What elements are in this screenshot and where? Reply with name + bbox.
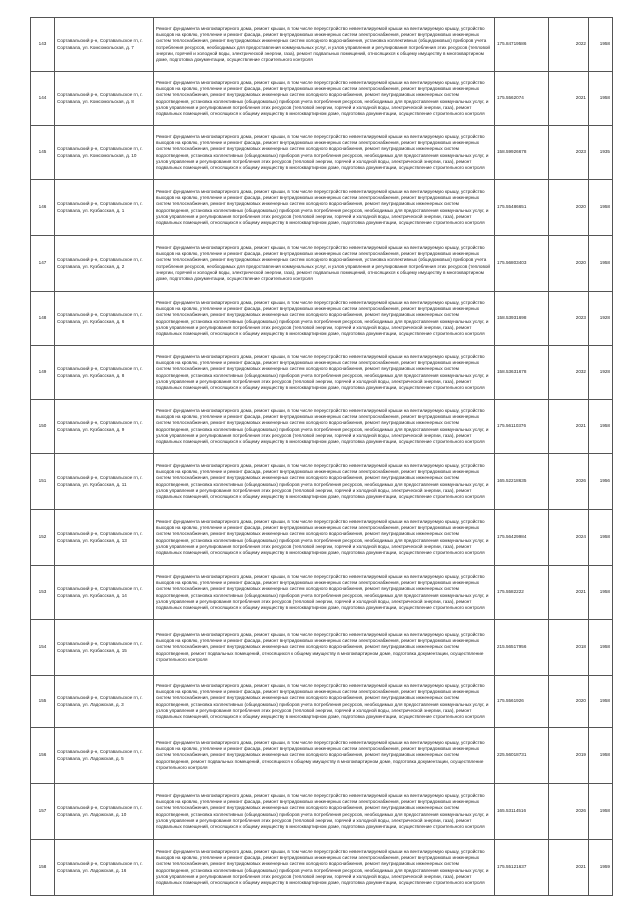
row-cost: 158.59926678 [495,126,549,180]
row-build-year: 1959 [589,840,613,896]
table-row [31,236,613,292]
row-number: 144 [31,72,55,126]
row-build-year: 1958 [589,236,613,292]
row-number: 148 [31,292,55,346]
row-planned-year: 2020 [549,180,589,236]
row-cost: 158.53631678 [495,346,549,400]
row-planned-year: 2018 [549,620,589,676]
row-number: 150 [31,400,55,454]
row-cost: 165.52218635 [495,454,549,510]
row-number: 156 [31,728,55,784]
table-row [31,510,613,566]
row-address: Сортавальский р-н, Сортавальское гп, г. Сортавала, ул. Кузбасская, д. 6 [55,292,154,346]
row-planned-year: 2019 [549,728,589,784]
table-row [31,566,613,620]
row-cost: 175.5562074 [495,72,549,126]
row-address: Сортавальский р-н, Сортавальское гп, г. Сортавала, ул. Кузбасская, д. 14 [55,566,154,620]
row-works-list: Ремонт фундамента многоквартирного дома, ремонт крыши, в том числе переустройство невентилируемой крыши на вентилируемую крышу, устройство выходов на кровлю, утепление и ремонт фасада, ремонт внутридомовых инженерных систем электроснабжения, ремонт внутридомовых инженерных систем теплоснабжения, ремонт внутридомовых инженерных систем холодного водоснабжения, установка коллективных (общедомовых) приборов учета потребления ресурсов, необходимых для предоставления коммунальных услуг, и узлов управления и регулирования потребления этих ресурсов (тепловой энергии, горячей и холодной воды, электрической энергии, газа), ремонт подвальных помещений, относящихся к общему имуществу в многоквартирном доме, подготовка документации, осуществление строительного контроля [154,18,495,72]
row-works-list: Ремонт фундамента многоквартирного дома, ремонт крыши, в том числе переустройство невентилируемой крыши на вентилируемую крышу, устройство выходов на кровлю, утепление и ремонт фасада, ремонт внутридомовых инженерных систем электроснабжения, ремонт внутридомовых инженерных систем теплоснабжения, ремонт внутридомовых инженерных систем холодного водоснабжения, ремонт внутридомовых инженерных систем водоотведения, установка коллективных (общедомовых) приборов учета потребления ресурсов, необходимых для предоставления коммунальных услуг, и узлов управления и регулирования потребления этих ресурсов (тепловой энергии, горячей и холодной воды, электрической энергии, газа), ремонт подвальных помещений, относящихся к общему имуществу в многоквартирном доме, подготовка документации, осуществление строительного контроля [154,72,495,126]
row-works-list: Ремонт фундамента многоквартирного дома, ремонт крыши, в том числе переустройство невентилируемой крыши на вентилируемую крышу, устройство выходов на кровлю, утепление и ремонт фасада, ремонт внутридомовых инженерных систем электроснабжения, ремонт внутридомовых инженерных систем теплоснабжения, ремонт внутридомовых инженерных систем холодного водоснабжения, ремонт внутридомовых инженерных систем водоотведения, установка коллективных (общедомовых) приборов учета потребления ресурсов, необходимых для предоставления коммунальных услуг, и узлов управления и регулирования потребления этих ресурсов (тепловой энергии, горячей и холодной воды, электрической энергии, газа), ремонт подвальных помещений, относящихся к общему имуществу в многоквартирном доме, подготовка документации, осуществление строительного контроля [154,676,495,728]
row-works-list: Ремонт фундамента многоквартирного дома, ремонт крыши, в том числе переустройство невентилируемой крыши на вентилируемую крышу, устройство выходов на кровлю, утепление и ремонт фасада, ремонт внутридомовых инженерных систем электроснабжения, ремонт внутридомовых инженерных систем теплоснабжения, ремонт внутридомовых инженерных систем холодного водоснабжения, ремонт внутридомовых инженерных систем водоотведения, установка коллективных (общедомовых) приборов учета потребления ресурсов, необходимых для предоставления коммунальных услуг, и узлов управления и регулирования потребления этих ресурсов (тепловой энергии, горячей и холодной воды, электрической энергии, газа), ремонт подвальных помещений, относящихся к общему имуществу в многоквартирном доме, подготовка документации, осуществление строительного контроля [154,400,495,454]
row-cost: 175.5561926 [495,676,549,728]
row-number: 149 [31,346,55,400]
row-address: Сортавальский р-н, Сортавальское гп, г. Сортавала, ул. Ладожская, д. 5 [55,728,154,784]
row-build-year: 1928 [589,346,613,400]
row-number: 152 [31,510,55,566]
row-works-list: Ремонт фундамента многоквартирного дома, ремонт крыши, в том числе переустройство невентилируемой крыши на вентилируемую крышу, устройство выходов на кровлю, утепление и ремонт фасада, ремонт внутридомовых инженерных систем электроснабжения, ремонт внутридомовых инженерных систем теплоснабжения, ремонт внутридомовых инженерных систем холодного водоснабжения, ремонт внутридомовых инженерных систем водоотведения, установка коллективных (общедомовых) приборов учета потребления ресурсов, необходимых для предоставления коммунальных услуг, и узлов управления и регулирования потребления этих ресурсов (тепловой энергии, горячей и холодной воды, электрической энергии, газа), ремонт подвальных помещений, относящихся к общему имуществу в многоквартирном доме, подготовка документации, осуществление строительного контроля [154,784,495,840]
row-planned-year: 2024 [549,510,589,566]
row-build-year: 1958 [589,784,613,840]
row-works-list: Ремонт фундамента многоквартирного дома, ремонт крыши, в том числе переустройство невентилируемой крыши на вентилируемую крышу, устройство выходов на кровлю, утепление и ремонт фасада, ремонт внутридомовых инженерных систем электроснабжения, ремонт внутридомовых инженерных систем теплоснабжения, ремонт внутридомовых инженерных систем холодного водоснабжения, ремонт внутридомовых инженерных систем водоотведения, установка коллективных (общедомовых) приборов учета потребления ресурсов, необходимых для предоставления коммунальных услуг, и узлов управления и регулирования потребления этих ресурсов (тепловой энергии, горячей и холодной воды, электрической энергии, газа), ремонт подвальных помещений, относящихся к общему имуществу в многоквартирном доме, подготовка документации, осуществление строительного контроля [154,840,495,896]
row-build-year: 1958 [589,566,613,620]
table-row [31,620,613,676]
table-row [31,454,613,510]
row-planned-year: 2021 [549,72,589,126]
row-address: Сортавальский р-н, Сортавальское гп, г. Сортавала, ул. Ладожская, д. 10 [55,784,154,840]
row-number: 158 [31,840,55,896]
row-address: Сортавальский р-н, Сортавальское гп, г. Сортавала, ул. Ладожская, д. 3 [55,676,154,728]
table-row [31,180,613,236]
row-planned-year: 2026 [549,784,589,840]
table-row [31,18,613,72]
row-cost: 175.56110376 [495,400,549,454]
row-cost: 175.5582222 [495,566,549,620]
table-row [31,72,613,126]
row-build-year: 1958 [589,72,613,126]
row-number: 154 [31,620,55,676]
row-works-list: Ремонт фундамента многоквартирного дома, ремонт крыши, в том числе переустройство невентилируемой крыши на вентилируемую крышу, устройство выходов на кровлю, утепление и ремонт фасада, ремонт внутридомовых инженерных систем электроснабжения, ремонт внутридомовых инженерных систем теплоснабжения, ремонт внутридомовых инженерных систем холодного водоснабжения, ремонт внутридомовых инженерных систем водоотведения, установка коллективных (общедомовых) приборов учета потребления ресурсов, необходимых для предоставления коммунальных услуг, и узлов управления и регулирования потребления этих ресурсов (тепловой энергии, горячей и холодной воды, электрической энергии, газа), ремонт подвальных помещений, относящихся к общему имуществу в многоквартирном доме, подготовка документации, осуществление строительного контроля [154,454,495,510]
row-cost: 175.55121637 [495,840,549,896]
row-cost: 225.56018731 [495,728,549,784]
table-row [31,400,613,454]
row-planned-year: 2020 [549,236,589,292]
row-address: Сортавальский р-н, Сортавальское гп, г. Сортавала, ул. Кузбасская, д. 1 [55,180,154,236]
row-planned-year: 2020 [549,676,589,728]
table-row [31,840,613,896]
row-number: 157 [31,784,55,840]
row-build-year: 1958 [589,180,613,236]
row-build-year: 1956 [589,454,613,510]
row-planned-year: 2021 [549,840,589,896]
row-planned-year: 2023 [549,126,589,180]
row-planned-year: 2023 [549,292,589,346]
row-works-list: Ремонт фундамента многоквартирного дома, ремонт крыши, в том числе переустройство невентилируемой крыши на вентилируемую крышу, устройство выходов на кровлю, утепление и ремонт фасада, ремонт внутридомовых инженерных систем электроснабжения, ремонт внутридомовых инженерных систем теплоснабжения, ремонт внутридомовых инженерных систем холодного водоснабжения, ремонт внутридомовых инженерных систем водоотведения, установка коллективных (общедомовых) приборов учета потребления ресурсов, необходимых для предоставления коммунальных услуг, и узлов управления и регулирования потребления этих ресурсов (тепловой энергии, горячей и холодной воды, электрической энергии, газа), ремонт подвальных помещений, относящихся к общему имуществу в многоквартирном доме, подготовка документации, осуществление строительного контроля [154,180,495,236]
row-address: Сортавальский р-н, Сортавальское гп, г. Сортавала, ул. Кузбасская, д. 8 [55,346,154,400]
row-number: 147 [31,236,55,292]
row-address: Сортавальский р-н, Сортавальское гп, г. Сортавала, ул. Комсомольская, д. 8 [55,72,154,126]
row-address: Сортавальский р-н, Сортавальское гп, г. Сортавала, ул. Кузбасская, д. 13 [55,510,154,566]
row-number: 155 [31,676,55,728]
row-planned-year: 2026 [549,454,589,510]
row-planned-year: 2021 [549,566,589,620]
row-planned-year: 2022 [549,18,589,72]
row-cost: 175.55486651 [495,180,549,236]
table-row [31,676,613,728]
row-number: 153 [31,566,55,620]
row-build-year: 1958 [589,510,613,566]
row-planned-year: 2032 [549,346,589,400]
row-number: 145 [31,126,55,180]
row-cost: 175.56803403 [495,236,549,292]
row-address: Сортавальский р-н, Сортавальское гп, г. Сортавала, ул. Кузбасская, д. 2 [55,236,154,292]
row-planned-year: 2021 [549,400,589,454]
row-works-list: Ремонт фундамента многоквартирного дома, ремонт крыши, в том числе переустройство невентилируемой крыши на вентилируемую крышу, устройство выходов на кровлю, утепление и ремонт фасада, ремонт внутридомовых инженерных систем электроснабжения, ремонт внутридомовых инженерных систем теплоснабжения, ремонт внутридомовых инженерных систем холодного водоснабжения, ремонт внутридомовых инженерных систем водоотведения, установка коллективных (общедомовых) приборов учета потребления ресурсов, необходимых для предоставления коммунальных услуг, и узлов управления и регулирования потребления этих ресурсов (тепловой энергии, горячей и холодной воды, электрической энергии, газа), ремонт подвальных помещений, относящихся к общему имуществу в многоквартирном доме, подготовка документации, осуществление строительного контроля [154,346,495,400]
row-build-year: 1958 [589,620,613,676]
row-number: 143 [31,18,55,72]
row-works-list: Ремонт фундамента многоквартирного дома, ремонт крыши, в том числе переустройство невентилируемой крыши на вентилируемую крышу, устройство выходов на кровлю, утепление и ремонт фасада, ремонт внутридомовых инженерных систем электроснабжения, ремонт внутридомовых инженерных систем теплоснабжения, ремонт внутридомовых инженерных систем холодного водоснабжения, ремонт внутридомовых инженерных систем водоотведения, ремонт подвальных помещений, относящихся к общему имуществу в многоквартирном доме, подготовка документации, осуществление строительного контроля [154,620,495,676]
row-build-year: 1958 [589,676,613,728]
row-build-year: 1958 [589,728,613,784]
table-row [31,126,613,180]
table-row [31,292,613,346]
row-build-year: 1958 [589,18,613,72]
row-cost: 215.56517956 [495,620,549,676]
row-address: Сортавальский р-н, Сортавальское гп, г. Сортавала, ул. Комсомольская, д. 10 [55,126,154,180]
row-works-list: Ремонт фундамента многоквартирного дома, ремонт крыши, в том числе переустройство невентилируемой крыши на вентилируемую крышу, устройство выходов на кровлю, утепление и ремонт фасада, ремонт внутридомовых инженерных систем электроснабжения, ремонт внутридомовых инженерных систем теплоснабжения, ремонт внутридомовых инженерных систем холодного водоснабжения, ремонт внутридомовых инженерных систем водоотведения, ремонт подвальных помещений, относящихся к общему имуществу в многоквартирном доме, подготовка документации, осуществление строительного контроля [154,728,495,784]
row-address: Сортавальский р-н, Сортавальское гп, г. Сортавала, ул. Комсомольская, д. 7 [55,18,154,72]
row-build-year: 1958 [589,400,613,454]
row-address: Сортавальский р-н, Сортавальское гп, г. Сортавала, ул. Кузбасская, д. 9 [55,400,154,454]
row-address: Сортавальский р-н, Сортавальское гп, г. Сортавала, ул. Кузбасская, д. 11 [55,454,154,510]
row-works-list: Ремонт фундамента многоквартирного дома, ремонт крыши, в том числе переустройство невентилируемой крыши на вентилируемую крышу, устройство выходов на кровлю, утепление и ремонт фасада, ремонт внутридомовых инженерных систем электроснабжения, ремонт внутридомовых инженерных систем теплоснабжения, ремонт внутридомовых инженерных систем холодного водоснабжения, установка коллективных (общедомовых) приборов учета потребления ресурсов, необходимых для предоставления коммунальных услуг, и узлов управления и регулирования потребления этих ресурсов (тепловой энергии, горячей и холодной воды, электрической энергии, газа), ремонт подвальных помещений, относящихся к общему имуществу в многоквартирном доме, подготовка документации, осуществление строительного контроля [154,236,495,292]
row-cost: 158.53931698 [495,292,549,346]
row-works-list: Ремонт фундамента многоквартирного дома, ремонт крыши, в том числе переустройство невентилируемой крыши на вентилируемую крышу, устройство выходов на кровлю, утепление и ремонт фасада, ремонт внутридомовых инженерных систем электроснабжения, ремонт внутридомовых инженерных систем теплоснабжения, ремонт внутридомовых инженерных систем холодного водоснабжения, ремонт внутридомовых инженерных систем водоотведения, установка коллективных (общедомовых) приборов учета потребления ресурсов, необходимых для предоставления коммунальных услуг, и узлов управления и регулирования потребления этих ресурсов (тепловой энергии, горячей и холодной воды, электрической энергии, газа), ремонт подвальных помещений, относящихся к общему имуществу в многоквартирном доме, подготовка документации, осуществление строительного контроля [154,566,495,620]
row-number: 151 [31,454,55,510]
table-body [31,18,613,896]
row-address: Сортавальский р-н, Сортавальское гп, г. Сортавала, ул. Кузбасская, д. 15 [55,620,154,676]
capital-repair-table [30,17,613,896]
row-works-list: Ремонт фундамента многоквартирного дома, ремонт крыши, в том числе переустройство невентилируемой крыши на вентилируемую крышу, устройство выходов на кровлю, утепление и ремонт фасада, ремонт внутридомовых инженерных систем электроснабжения, ремонт внутридомовых инженерных систем теплоснабжения, ремонт внутридомовых инженерных систем холодного водоснабжения, ремонт внутридомовых инженерных систем водоотведения, установка коллективных (общедомовых) приборов учета потребления ресурсов, необходимых для предоставления коммунальных услуг, и узлов управления и регулирования потребления этих ресурсов (тепловой энергии, горячей и холодной воды, электрической энергии, газа), ремонт подвальных помещений, относящихся к общему имуществу в многоквартирном доме, подготовка документации, осуществление строительного контроля [154,510,495,566]
row-address: Сортавальский р-н, Сортавальское гп, г. Сортавала, ул. Ладожская, д. 16 [55,840,154,896]
row-cost: 175.84719586 [495,18,549,72]
row-cost: 175.56429984 [495,510,549,566]
row-works-list: Ремонт фундамента многоквартирного дома, ремонт крыши, в том числе переустройство невентилируемой крыши на вентилируемую крышу, устройство выходов на кровлю, утепление и ремонт фасада, ремонт внутридомовых инженерных систем электроснабжения, ремонт внутридомовых инженерных систем теплоснабжения, ремонт внутридомовых инженерных систем холодного водоснабжения, ремонт внутридомовых инженерных систем водоотведения, установка коллективных (общедомовых) приборов учета потребления ресурсов, необходимых для предоставления коммунальных услуг, и узлов управления и регулирования потребления этих ресурсов (тепловой энергии, горячей и холодной воды, электрической энергии, газа), ремонт подвальных помещений, относящихся к общему имуществу в многоквартирном доме, подготовка документации, осуществление строительного контроля [154,292,495,346]
row-build-year: 1928 [589,292,613,346]
row-build-year: 1935 [589,126,613,180]
row-works-list: Ремонт фундамента многоквартирного дома, ремонт крыши, в том числе переустройство невентилируемой крыши на вентилируемую крышу, устройство выходов на кровлю, утепление и ремонт фасада, ремонт внутридомовых инженерных систем электроснабжения, ремонт внутридомовых инженерных систем теплоснабжения, ремонт внутридомовых инженерных систем холодного водоснабжения, ремонт внутридомовых инженерных систем водоотведения, установка коллективных (общедомовых) приборов учета потребления ресурсов, необходимых для предоставления коммунальных услуг, и узлов управления и регулирования потребления этих ресурсов (тепловой энергии, горячей и холодной воды, электрической энергии, газа), ремонт подвальных помещений, относящихся к общему имуществу в многоквартирном доме, подготовка документации, осуществление строительного контроля [154,126,495,180]
table-row [31,346,613,400]
row-number: 146 [31,180,55,236]
row-cost: 165.53114516 [495,784,549,840]
table-row [31,728,613,784]
table-row [31,784,613,840]
